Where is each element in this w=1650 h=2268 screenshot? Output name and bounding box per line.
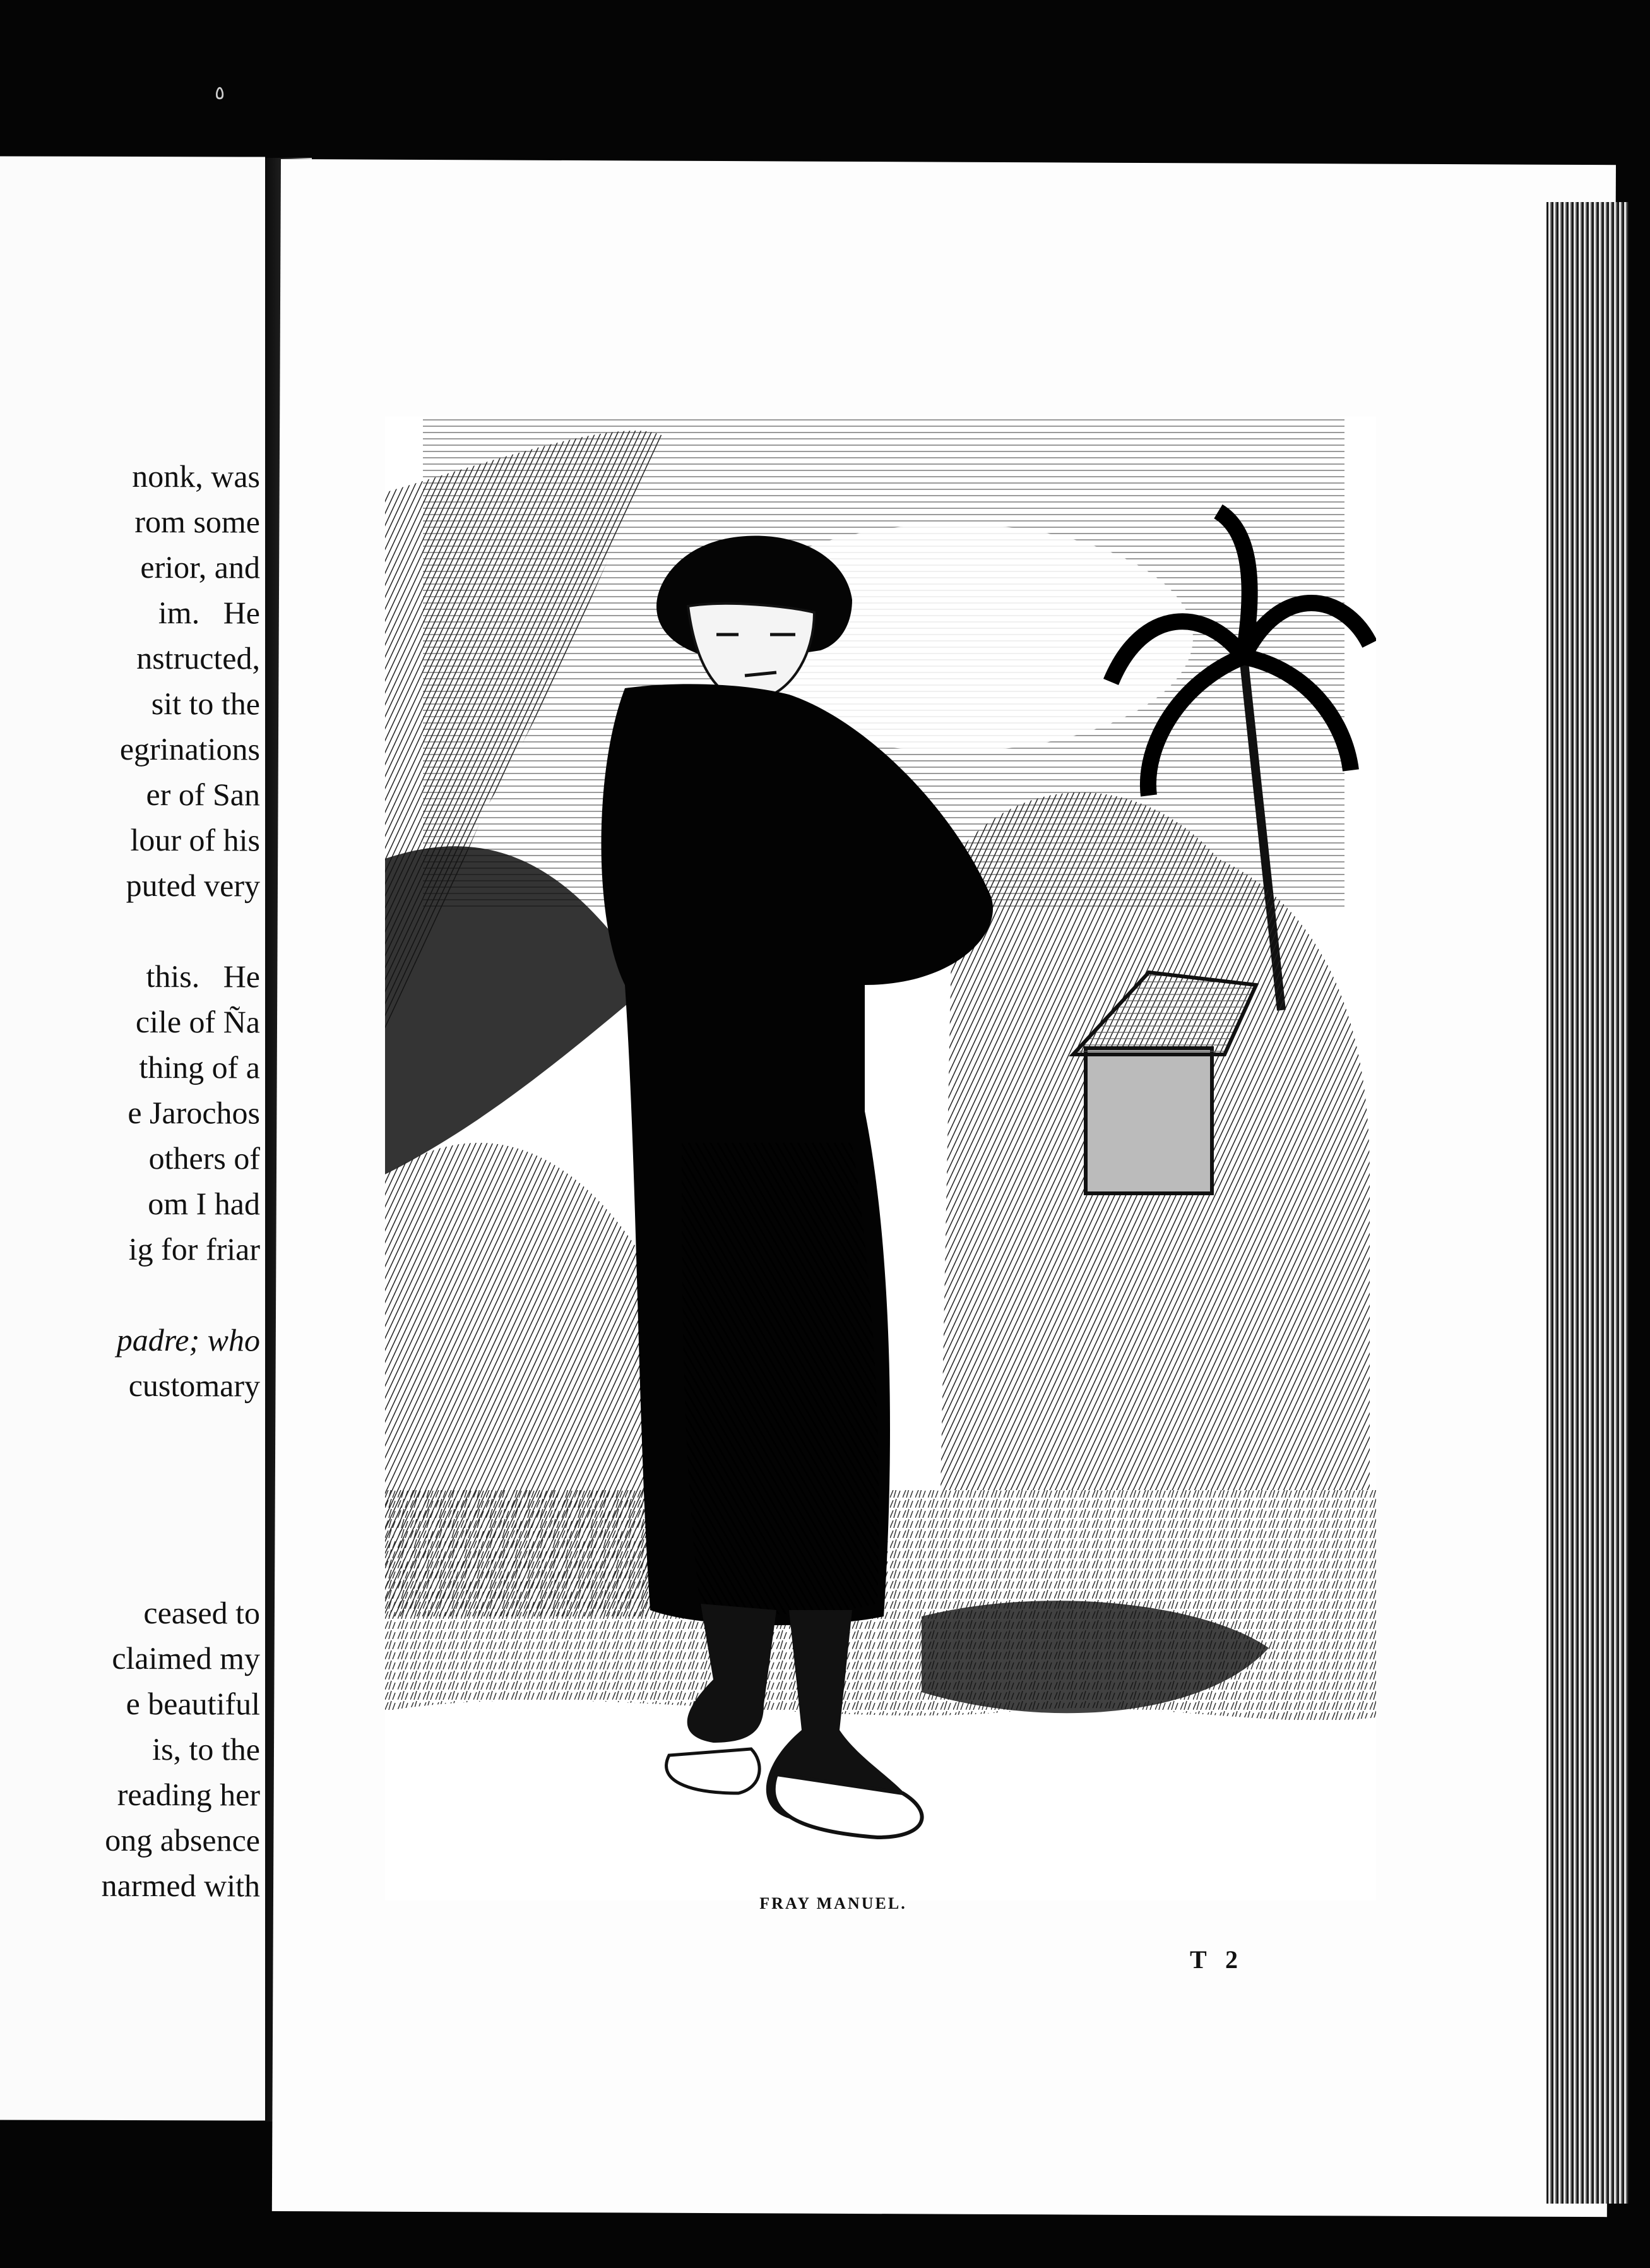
paragraph-gap bbox=[0, 1271, 265, 1317]
text-line: is, to the bbox=[152, 1731, 260, 1767]
paragraph-gap bbox=[0, 1453, 265, 1499]
text-line: er of San bbox=[146, 777, 260, 813]
hut bbox=[1086, 1048, 1212, 1193]
text-line: padre; who bbox=[116, 1322, 260, 1358]
text-line: narmed with bbox=[101, 1867, 260, 1904]
left-facing-page bbox=[0, 156, 265, 2120]
text-line: ong absence bbox=[105, 1822, 260, 1858]
text-line: thing of a bbox=[139, 1049, 260, 1085]
text-line: sit to the bbox=[151, 686, 260, 722]
text-line: e Jarochos bbox=[128, 1094, 260, 1131]
engraving-artwork bbox=[385, 417, 1376, 1901]
text-line: ig for friar bbox=[128, 1231, 260, 1267]
illustration-fray-manuel bbox=[385, 417, 1376, 1901]
paragraph-gap bbox=[0, 1407, 265, 1453]
illustration-caption: FRAY MANUEL. bbox=[759, 1894, 907, 1913]
text-line: om I had bbox=[148, 1186, 260, 1222]
text-line: customary bbox=[128, 1367, 260, 1404]
text-line: others of bbox=[148, 1140, 260, 1176]
left-page-text bbox=[0, 453, 265, 1908]
text-line: cile of Ña bbox=[135, 1004, 260, 1040]
paragraph-gap bbox=[0, 1498, 265, 1544]
text-line: puted very bbox=[126, 867, 260, 904]
text-line: egrinations bbox=[119, 731, 260, 767]
text-line: this. He bbox=[146, 958, 260, 994]
text-line: erior, and bbox=[140, 549, 260, 585]
text-line: im. He bbox=[158, 595, 260, 631]
paragraph-gap bbox=[0, 907, 265, 953]
dust-speck: ٥ bbox=[215, 83, 225, 104]
text-line: reading her bbox=[117, 1776, 260, 1813]
text-line: ceased to bbox=[143, 1595, 260, 1631]
page-edges bbox=[1546, 202, 1629, 2204]
text-line: e beautiful bbox=[126, 1685, 260, 1722]
text-line: rom some bbox=[134, 504, 260, 540]
text-line: nstructed, bbox=[136, 640, 260, 676]
text-line: nonk, was bbox=[132, 458, 260, 494]
signature-mark: T 2 bbox=[1190, 1945, 1244, 1974]
text-line: claimed my bbox=[112, 1640, 260, 1676]
text-line: lour of his bbox=[130, 821, 260, 858]
paragraph-gap bbox=[0, 1544, 265, 1590]
